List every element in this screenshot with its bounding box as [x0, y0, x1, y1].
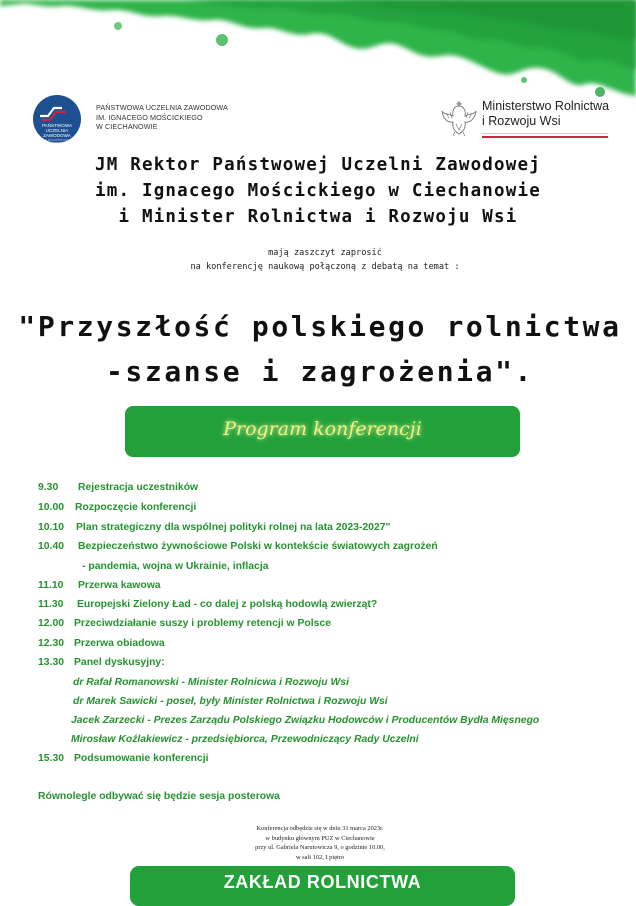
university-name-line: IM. IGNACEGO MOŚCICKIEGO: [96, 112, 203, 122]
university-logo-text-2: UCZELNIA: [45, 128, 69, 133]
panelist: dr Rafał Romanowski - Minister Rolnicwa i Rozwoju Wsi: [73, 677, 349, 688]
schedule-item: [38, 752, 209, 766]
ministry-name-line: Ministerstwo Rolnictwa: [482, 99, 610, 113]
schedule-time: 12.30: [38, 638, 65, 649]
schedule-time: 10.10: [38, 522, 65, 533]
university-logo-text-1: PAŃSTWOWA: [41, 123, 73, 128]
university-logo-text-5: w Ciechanowie: [49, 142, 65, 144]
ministry-flag-bar: [482, 133, 608, 137]
details-line: w sali 102, I piętro: [295, 854, 345, 862]
schedule-text: Rejestracja uczestników: [78, 482, 199, 493]
schedule-time: 15.30: [38, 753, 65, 764]
schedule-text: Przerwa obiadowa: [74, 638, 165, 649]
schedule-item: [38, 617, 331, 631]
invitation-line: na konferencję naukową połączoną z debatą na temat :: [190, 262, 460, 272]
conference-topic: [0, 304, 636, 394]
details-line: w budynku głównym PUZ w Ciechanowie: [265, 834, 375, 842]
ministry-name-line: i Rozwoju Wsi: [482, 114, 561, 128]
white-eagle-emblem-icon: [440, 97, 478, 137]
schedule-text: Panel dyskusyjny:: [74, 657, 165, 668]
schedule-text: Podsumowanie konferencji: [74, 753, 209, 764]
conference-details: [220, 824, 420, 863]
schedule-item: [38, 560, 269, 574]
panelist: Jacek Zarzecki - Prezes Zarządu Polskiego Związku Hodowców i Producentów Bydła Mięsnego: [71, 715, 540, 726]
details-line: Konferencja odbędzie się w dniu 31 marca 2023r.: [256, 825, 384, 832]
university-name-line: W CIECHANOWIE: [96, 122, 158, 132]
university-name-line: PAŃSTWOWA UCZELNIA ZAWODOWA: [96, 103, 228, 112]
university-logo-icon: [32, 94, 82, 144]
schedule-time: 11.30: [38, 599, 64, 610]
schedule-item: [38, 637, 165, 651]
schedule-time: 10.40: [38, 541, 65, 552]
ministry-name: [482, 99, 609, 129]
program-title: Program konferencji: [223, 418, 422, 440]
university-logo-text-3: ZAWODOWA: [43, 133, 71, 138]
schedule-item: [38, 579, 161, 593]
schedule-item: [38, 501, 196, 515]
heading-line: im. Ignacego Mościckiego w Ciechanowie: [95, 181, 541, 201]
panelist: dr Marek Sawicki - poseł, były Minister Rolnictwa i Rozwoju Wsi: [73, 696, 388, 707]
poster-session-note: Równolegle odbywać się będzie sesja posterowa: [38, 791, 280, 802]
schedule-time: 13.30: [38, 657, 65, 668]
schedule-item: [38, 521, 390, 535]
university-logo-text-4: im. Ignacego Mościckiego: [44, 139, 70, 142]
topic-line: "Przyszłość polskiego rolnictwa: [18, 310, 622, 343]
schedule-item: [38, 540, 438, 554]
schedule-time: 12.00: [38, 618, 65, 629]
schedule-time: 9.30: [38, 482, 59, 493]
schedule-text: Przerwa kawowa: [78, 580, 161, 591]
footer-banner: [130, 866, 515, 906]
schedule-time: 11.10: [38, 580, 64, 591]
invitation-line: mają zaszczyt zaprosić: [268, 248, 382, 258]
heading-line: i Minister Rolnictwa i Rozwoju Wsi: [118, 207, 518, 227]
schedule-text: Bezpieczeństwo żywnościowe Polski w kontekście światowych zagrożeń: [78, 541, 438, 552]
schedule-text: - pandemia, wojna w Ukrainie, inflacja: [82, 561, 269, 572]
details-line: przy ul. Gabriela Narutowicza 9, o godzinie 10.00,: [255, 844, 385, 852]
department-name: ZAKŁAD ROLNICTWA: [223, 872, 422, 892]
green-paint-splash: [0, 0, 636, 100]
schedule-text: Plan strategiczny dla wspólnej polityki rolnej na lata 2023-2027": [76, 522, 391, 533]
university-name: [96, 103, 228, 132]
schedule-text: Rozpoczęcie konferencji: [75, 502, 197, 513]
invitation-text: [0, 246, 636, 274]
program-banner: [125, 406, 520, 457]
topic-line: -szanse i zagrożenia".: [105, 355, 535, 388]
schedule-time: 10.00: [38, 502, 65, 513]
schedule-item: [38, 598, 377, 612]
heading-line: JM Rektor Państwowej Uczelni Zawodowej: [95, 155, 541, 175]
panelist: Mirosław Koźlakiewicz - przedsiębiorca, Przewodniczący Rady Uczelni: [71, 734, 419, 745]
schedule-item: [38, 481, 198, 495]
schedule-item: [38, 656, 165, 670]
schedule-text: Europejski Zielony Ład - co dalej z polską hodowlą zwierząt?: [77, 599, 378, 610]
schedule-text: Przeciwdziałanie suszy i problemy retencji w Polsce: [74, 618, 331, 629]
invitation-heading: [0, 152, 636, 230]
